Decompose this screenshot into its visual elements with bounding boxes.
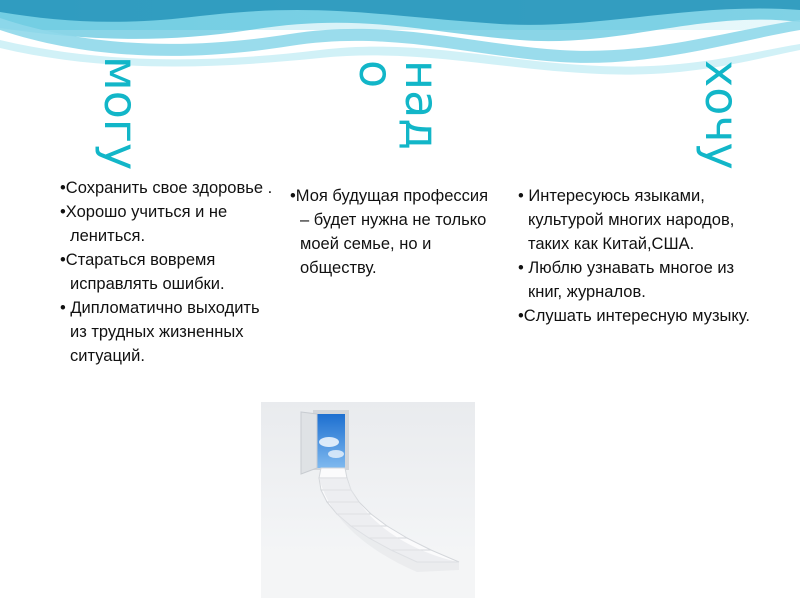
list-item-text: Стараться вовремя исправлять ошибки. xyxy=(65,251,225,293)
list-item: • Дипломатично выходить из трудных жизненных ситуаций. xyxy=(60,299,260,365)
list-item: •Слушать интересную музыку. xyxy=(518,307,750,325)
column-mogu xyxy=(60,176,275,368)
column-hochu xyxy=(518,184,758,328)
list-item: •Стараться вовремя исправлять ошибки. xyxy=(60,251,225,293)
list-item-text: Люблю узнавать многое из книг, журналов. xyxy=(523,259,735,301)
column-nado xyxy=(290,184,500,280)
list-item-text: Дипломатично выходить из трудных жизненных ситуаций. xyxy=(65,299,260,365)
list-item: •Моя будущая профессия – будет нужна не только моей семье, но и обществу. xyxy=(290,187,489,277)
heading-nado-line-2: о xyxy=(349,60,403,89)
heading-nado-line-1: над xyxy=(395,60,449,151)
heading-mogu: могу xyxy=(94,56,148,171)
list-nado xyxy=(290,184,500,280)
list-item-text: Хорошо учиться и не лениться. xyxy=(65,203,228,245)
list-hochu xyxy=(518,184,758,328)
list-item: •Хорошо учиться и не лениться. xyxy=(60,203,228,245)
list-item: • Интересуюсь языками, культурой многих народов, таких как Китай,США. xyxy=(518,187,735,253)
stairs-door-image xyxy=(261,402,475,598)
heading-hochu: хочу xyxy=(695,60,749,170)
list-item-text: Интересуюсь языками, культурой многих народов, таких как Китай,США. xyxy=(523,187,735,253)
list-item-text: Сохранить свое здоровье . xyxy=(65,179,273,197)
list-item-text: Слушать интересную музыку. xyxy=(523,307,750,325)
heading-nado xyxy=(349,60,449,151)
list-item: • Люблю узнавать многое из книг, журналов. xyxy=(518,259,735,301)
list-item-text: Моя будущая профессия – будет нужна не только моей семье, но и обществу. xyxy=(295,187,489,277)
list-mogu xyxy=(60,176,275,368)
list-item: •Сохранить свое здоровье . xyxy=(60,179,273,197)
